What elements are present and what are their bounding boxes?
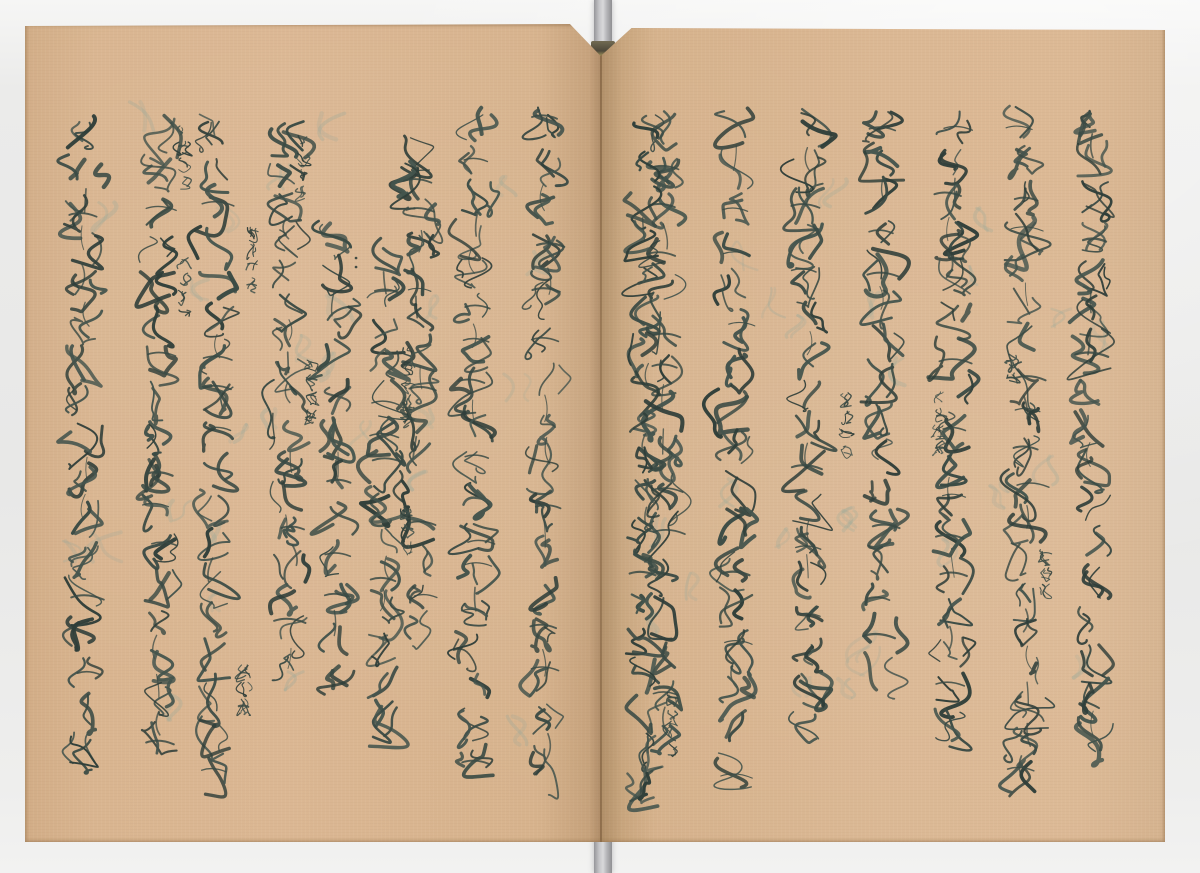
left-page xyxy=(25,24,601,842)
book-spread xyxy=(25,24,1165,842)
right-page xyxy=(601,24,1165,842)
